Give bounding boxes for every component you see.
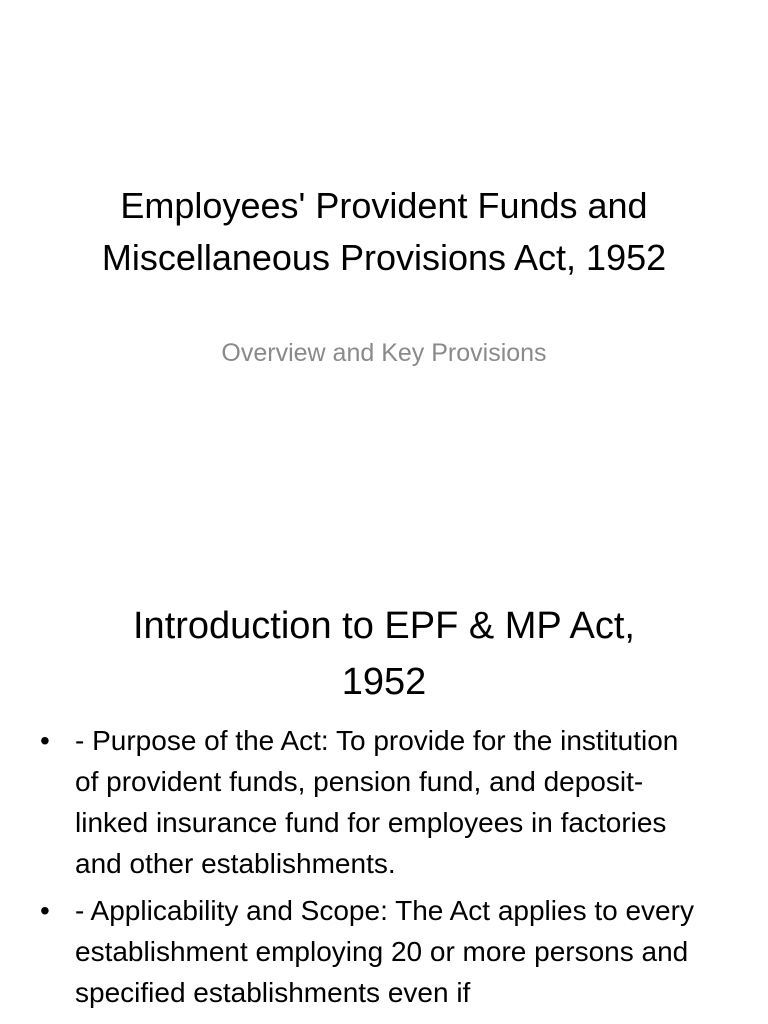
bullet-list: [40, 720, 700, 1019]
slide-title-line-2: 1952: [341, 661, 427, 703]
bullet-text: - Purpose of the Act: To provide for the institution of provident funds, pension fund, and deposit-linked insurance fund for employees in factories and other establishments.: [75, 725, 679, 879]
bullet-item-applicability: [40, 890, 700, 1013]
slide-title: [50, 598, 718, 710]
presentation-title-line-2: Miscellaneous Provisions Act, 1952: [101, 237, 667, 278]
content-slide: [0, 576, 768, 1024]
presentation-title: [40, 180, 728, 284]
bullet-item-purpose: [40, 720, 700, 884]
presentation-subtitle: Overview and Key Provisions: [221, 339, 547, 367]
bullet-icon: •: [40, 725, 50, 756]
slide-title-line-1: Introduction to EPF & MP Act,: [133, 605, 635, 647]
bullet-text: - Applicability and Scope: The Act applies to every establishment employing 20 or more persons and specified establishments even if: [75, 895, 694, 1008]
presentation-title-line-1: Employees' Provident Funds and: [120, 185, 648, 226]
bullet-icon: •: [40, 895, 50, 926]
